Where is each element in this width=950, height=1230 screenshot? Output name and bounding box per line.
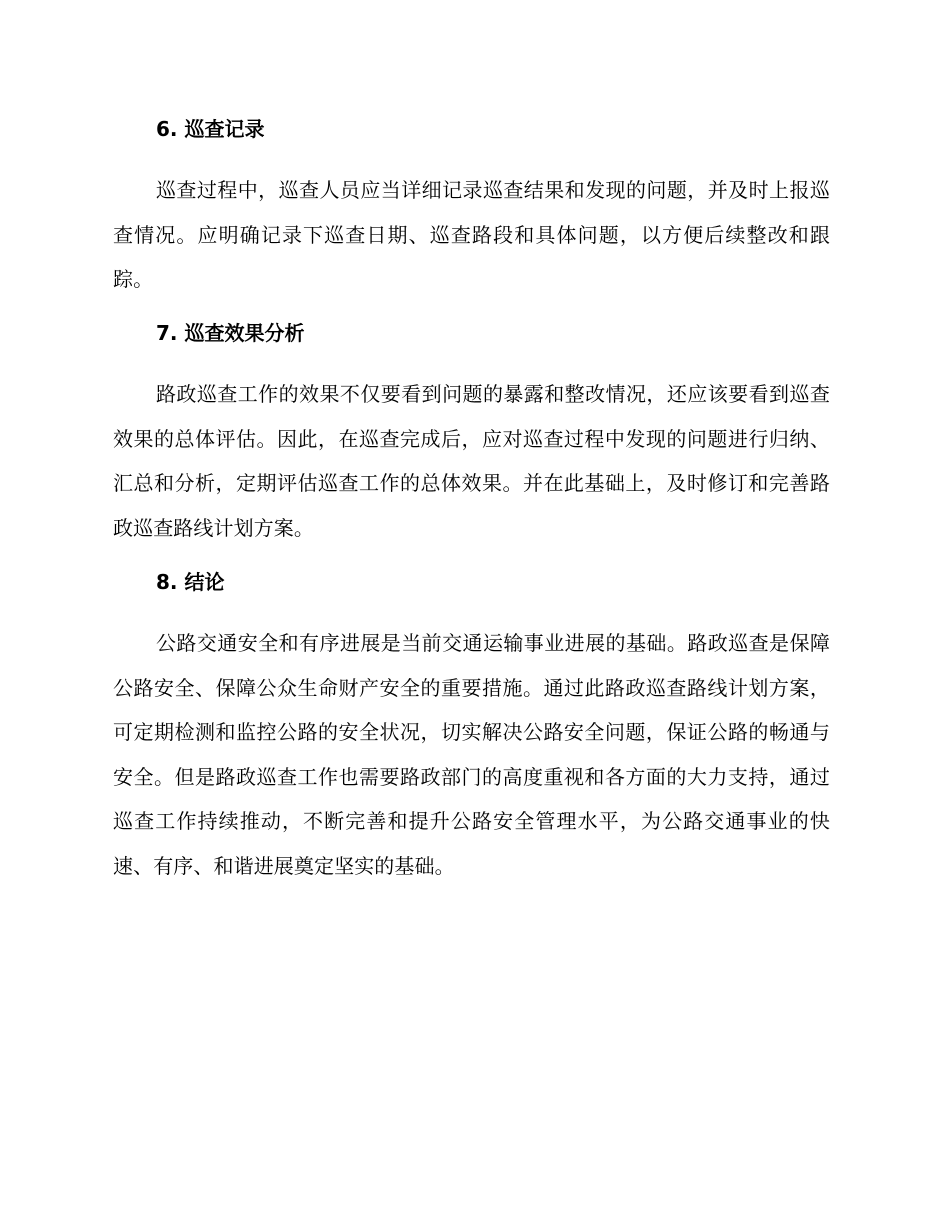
section-heading: 7. 巡查效果分析 bbox=[156, 321, 305, 345]
section-body: 巡查过程中，巡查人员应当详细记录巡查结果和发现的问题，并及时上报巡查情况。应明确记录下巡查日期、巡查路段和具体问题，以方便后续整改和跟踪。 bbox=[113, 178, 830, 291]
section-conclusion bbox=[113, 568, 830, 888]
section-patrol-record bbox=[113, 115, 830, 302]
section-body: 公路交通安全和有序进展是当前交通运输事业进展的基础。路政巡查是保障公路安全、保障公众生命财产安全的重要措施。通过此路政巡查路线计划方案，可定期检测和监控公路的安全状况，切实解决公路安全问题，保证公路的畅通与安全。但是路政巡查工作也需要路政部门的高度重视和各方面的大力支持，通过巡查工作持续推动，不断完善和提升公路安全管理水平，为公路交通事业的快速、有序、和谐进展奠定坚实的基础。 bbox=[113, 631, 830, 878]
section-body: 路政巡查工作的效果不仅要看到问题的暴露和整改情况，还应该要看到巡查效果的总体评估。因此，在巡查完成后，应对巡查过程中发现的问题进行归纳、汇总和分析，定期评估巡查工作的总体效果。并在此基础上，及时修订和完善路政巡查路线计划方案。 bbox=[113, 382, 830, 540]
section-heading: 8. 结论 bbox=[156, 570, 225, 594]
section-heading: 6. 巡查记录 bbox=[156, 117, 265, 141]
section-patrol-effect-analysis bbox=[113, 319, 830, 550]
